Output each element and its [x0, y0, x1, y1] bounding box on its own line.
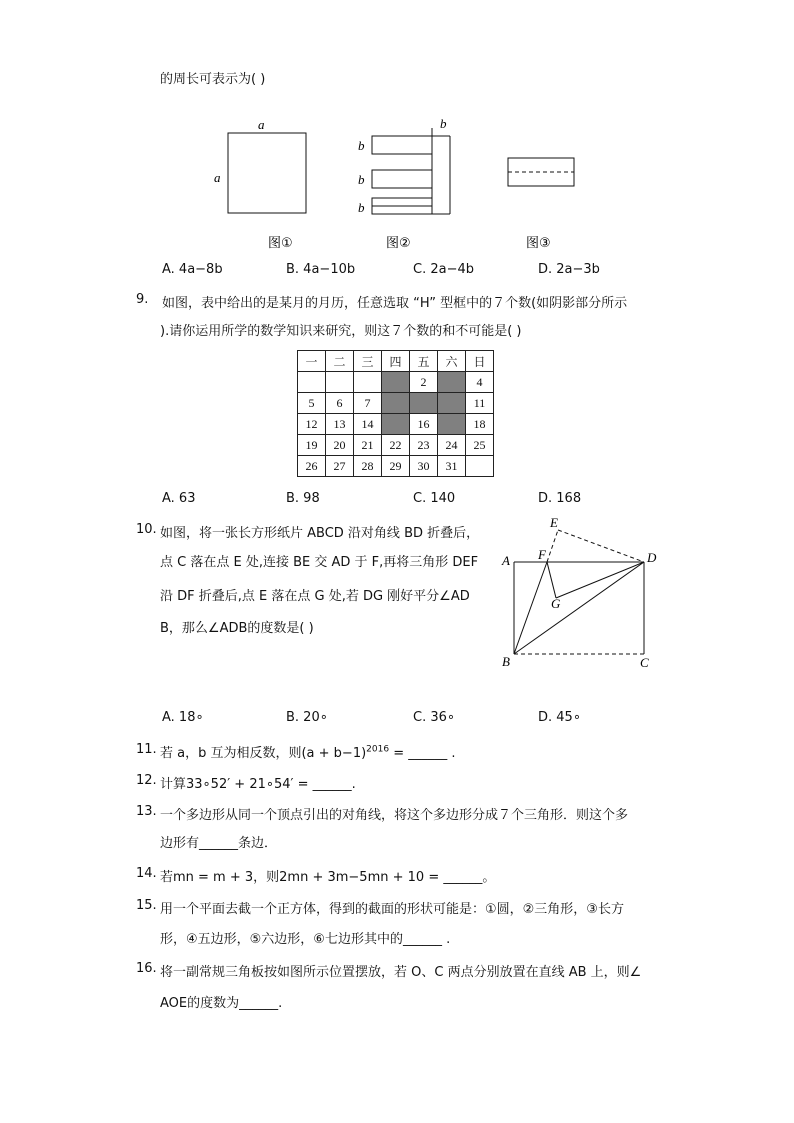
calendar-cell-shaded: [438, 393, 466, 414]
label-E: E: [550, 515, 558, 530]
calendar-cell-shaded: [438, 372, 466, 393]
calendar-cell: 30: [410, 456, 438, 477]
calendar-row: [298, 393, 494, 414]
q11-text: [160, 742, 456, 761]
label-C: C: [640, 655, 649, 670]
calendar-cell: 5: [298, 393, 326, 414]
q10-option-a[interactable]: A. 18∘: [162, 710, 204, 725]
calendar-cell: 6: [326, 393, 354, 414]
dashed-FE: [547, 530, 558, 562]
q8-option-c[interactable]: C. 2a−4b: [413, 262, 474, 277]
calendar-cell: [326, 372, 354, 393]
calendar-cell: 7: [354, 393, 382, 414]
calendar-cell: 4: [466, 372, 494, 393]
q10-line4: B，那么∠ADB的度数是( ): [160, 621, 314, 636]
calendar-header: 四: [382, 351, 410, 372]
q10-option-c[interactable]: C. 36∘: [413, 710, 456, 725]
q9-line2: ).请你运用所学的数学知识来研究，则这７个数的和不可能是( ): [160, 324, 522, 339]
q11-main: 若 a，b 互为相反数，则(a + b−1): [160, 746, 367, 761]
fig2-label-b-2: b: [358, 172, 365, 187]
fig1-label-a-top: a: [258, 117, 265, 132]
q14-text: 若mn = m + 3，则2mn + 3m−5mn + 10 = ______。: [160, 870, 496, 885]
calendar-row: [298, 372, 494, 393]
q12-number: 12.: [136, 773, 157, 788]
q12-text: 计算33∘52′ + 21∘54′ = ______.: [160, 777, 356, 792]
q9-line1: 如图，表中给出的是某月的月历，任意选取 “H” 型框中的７个数(如阴影部分所示: [162, 296, 628, 311]
q13-line1: 一个多边形从同一个顶点引出的对角线，将这个多边形分成７个三角形．则这个多: [160, 808, 629, 823]
calendar-header: 一: [298, 351, 326, 372]
label-B: B: [502, 654, 510, 669]
q15-line1: 用一个平面去截一个正方体，得到的截面的形状可能是：①圆，②三角形，③长方: [160, 902, 624, 917]
calendar-cell-shaded: [438, 414, 466, 435]
calendar-cell: 12: [298, 414, 326, 435]
calendar-cell: 2: [410, 372, 438, 393]
q11-tail: = ______ .: [389, 746, 456, 761]
q10-line2: 点 C 落在点 E 处,连接 BE 交 AD 于 F,再将三角形 DEF: [160, 555, 479, 570]
calendar-row: [298, 414, 494, 435]
calendar-cell: 25: [466, 435, 494, 456]
calendar-header: 日: [466, 351, 494, 372]
q15-line2: 形，④五边形，⑤六边形，⑥七边形其中的______ .: [160, 932, 451, 947]
q15-number: 15.: [136, 898, 157, 913]
q10-line3: 沿 DF 折叠后,点 E 落在点 G 处,若 DG 刚好平分∠AD: [160, 589, 470, 604]
label-A: A: [502, 553, 510, 568]
q11-exponent: 2016: [366, 744, 390, 755]
q8-tail-text: 的周长可表示为( ): [160, 72, 266, 87]
q9-option-d[interactable]: D. 168: [538, 491, 582, 506]
q10-number: 10.: [136, 522, 157, 537]
calendar-row: [298, 435, 494, 456]
calendar-header: 六: [438, 351, 466, 372]
calendar-cell: 28: [354, 456, 382, 477]
fig2-caption: 图②: [386, 236, 411, 251]
fig2-label-b-3: b: [358, 200, 365, 215]
q9-number: 9.: [136, 292, 149, 307]
q10-option-b[interactable]: B. 20∘: [286, 710, 328, 725]
line-BF: [514, 562, 547, 654]
calendar-cell-shaded: [410, 393, 438, 414]
q10-line1: 如图，将一张长方形纸片 ABCD 沿对角线 BD 折叠后，: [160, 526, 480, 541]
fig2-shape: [372, 128, 450, 214]
q10-fold-figure: [498, 514, 664, 674]
calendar-cell: 19: [298, 435, 326, 456]
calendar-cell-shaded: [382, 372, 410, 393]
q9-option-b[interactable]: B. 98: [286, 491, 320, 506]
q9-option-c[interactable]: C. 140: [413, 491, 456, 506]
calendar-cell: 24: [438, 435, 466, 456]
q8-figures: [200, 110, 620, 260]
calendar-header: 五: [410, 351, 438, 372]
calendar-cell: 27: [326, 456, 354, 477]
calendar-header-row: [298, 351, 494, 372]
calendar-cell: 16: [410, 414, 438, 435]
calendar-cell: 21: [354, 435, 382, 456]
calendar-cell: 31: [438, 456, 466, 477]
calendar-cell: [354, 372, 382, 393]
calendar-cell: [298, 372, 326, 393]
fig1-square: [228, 133, 306, 213]
label-F: F: [538, 547, 546, 562]
calendar-header: 二: [326, 351, 354, 372]
calendar-cell: 22: [382, 435, 410, 456]
q13-number: 13.: [136, 804, 157, 819]
fig2-label-b-top: b: [440, 116, 447, 131]
calendar-cell-shaded: [382, 414, 410, 435]
q11-number: 11.: [136, 742, 157, 757]
q13-line2: 边形有______条边．: [160, 836, 278, 851]
q16-number: 16.: [136, 961, 157, 976]
calendar-cell: 23: [410, 435, 438, 456]
calendar-cell: 14: [354, 414, 382, 435]
q9-option-a[interactable]: A. 63: [162, 491, 196, 506]
calendar-row: [298, 456, 494, 477]
label-D: D: [647, 550, 657, 565]
calendar-cell: 11: [466, 393, 494, 414]
calendar-cell-shaded: [382, 393, 410, 414]
q10-option-d[interactable]: D. 45∘: [538, 710, 581, 725]
q8-option-b[interactable]: B. 4a−10b: [286, 262, 356, 277]
q16-line1: 将一副常规三角板按如图所示位置摆放，若 O、C 两点分别放置在直线 AB 上，则∠: [160, 965, 642, 980]
q8-option-a[interactable]: A. 4a−8b: [162, 262, 223, 277]
q14-number: 14.: [136, 866, 157, 881]
fig3-caption: 图③: [526, 236, 551, 251]
calendar-header: 三: [354, 351, 382, 372]
label-G: G: [551, 596, 561, 611]
calendar-cell: 13: [326, 414, 354, 435]
line-FG: [547, 562, 556, 598]
fig2-label-b-1: b: [358, 138, 365, 153]
calendar-cell: [466, 456, 494, 477]
dashed-ED: [558, 530, 644, 562]
calendar-table: [297, 350, 494, 477]
calendar-cell: 29: [382, 456, 410, 477]
calendar-cell: 18: [466, 414, 494, 435]
fig1-caption: 图①: [268, 236, 293, 251]
fig1-label-a-left: a: [214, 170, 221, 185]
q16-line2: AOE的度数为______.: [160, 996, 283, 1011]
line-BD: [514, 562, 644, 654]
calendar-cell: 20: [326, 435, 354, 456]
calendar-cell: 26: [298, 456, 326, 477]
q8-option-d[interactable]: D. 2a−3b: [538, 262, 600, 277]
